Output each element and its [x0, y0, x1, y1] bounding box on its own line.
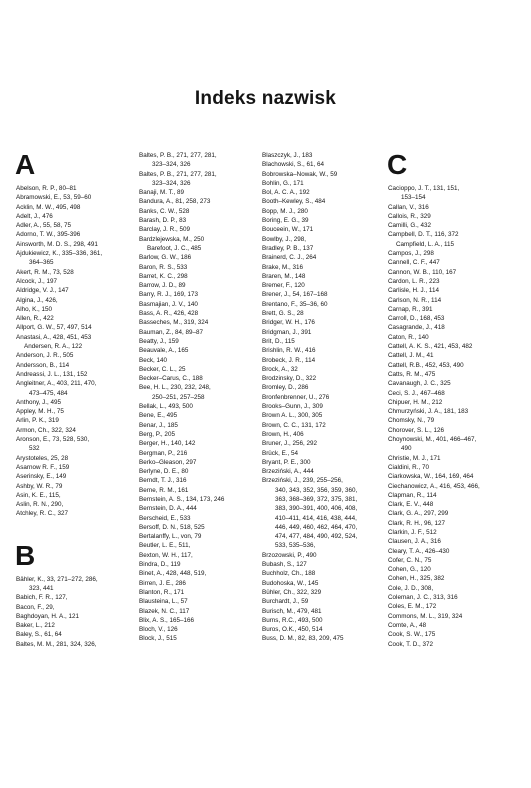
index-entry: Basseches, M., 319, 324 [139, 319, 209, 327]
index-entry-continuation: 446, 449, 460, 462, 464, 470, [275, 523, 358, 531]
index-entry: Buchholz, Ch., 188 [262, 570, 316, 578]
index-entry: Aserinsky, E., 149 [16, 473, 67, 481]
index-entry: Adler, A., 55, 58, 75 [16, 222, 71, 230]
index-entry: Bardzlejewska, M., 250 [139, 235, 205, 243]
index-entry: Berko–Gleason, 297 [139, 458, 197, 466]
index-entry: Cofer, C. N., 75 [388, 556, 432, 564]
index-entry: Abelson, R. P., 80–81 [16, 185, 77, 192]
index-entry: Ajdukiewicz, K., 335–336, 361, [16, 250, 103, 258]
index-entry: Ciechanowicz, A., 416, 453, 466, [388, 482, 480, 490]
index-entry: Bersoff, D. N., 518, 525 [139, 523, 205, 531]
index-entry: Akert, R. M., 73, 528 [16, 268, 74, 276]
index-entry: Casagrande, J., 418 [388, 324, 445, 332]
index-entry: Brobeck, J. R., 114 [262, 356, 316, 364]
index-entry: Blaszczyk, J., 183 [262, 152, 313, 159]
index-entry: Clapman, R., 114 [388, 491, 437, 499]
index-entry: Beauvale, A., 165 [139, 347, 189, 355]
index-entry-continuation: 474, 477, 484, 490, 492, 524, [275, 533, 358, 541]
index-entry: Chipuer, H. M., 212 [388, 398, 443, 406]
index-entry: Baron, R. S., 533 [139, 263, 188, 271]
index-entry: Bronfenbrenner, U., 276 [262, 393, 330, 401]
index-entry: Brener, J., 54, 167–168 [262, 291, 328, 299]
index-entry: Allen, R., 422 [16, 315, 54, 323]
index-entry: Berlyne, D. E., 80 [139, 468, 189, 476]
index-entry: Binet, A., 428, 448, 519, [139, 570, 207, 578]
index-entry: Chorover, S. L., 126 [388, 426, 445, 434]
index-entry: Baltes, P. B., 271, 277, 281, [139, 152, 217, 159]
index-entry-continuation: 363, 368–369, 372, 375, 381, [275, 495, 358, 503]
index-entry: Bopp, M. J., 280 [262, 207, 308, 215]
index-entry: Cattell, J. M., 41 [388, 352, 434, 360]
index-entry: Clark, G. A., 297, 299 [388, 510, 449, 518]
index-entry: Brzeziński, A., 444 [262, 468, 314, 476]
index-entry: Block, J., 515 [139, 635, 177, 643]
index-entry: Arystoteles, 25, 28 [16, 454, 69, 462]
index-entry: Cannon, W. B., 110, 167 [388, 268, 457, 276]
index-entry: Becker, C. L., 25 [139, 365, 186, 373]
index-entry: Brzeziński, J., 239, 255–256, [262, 477, 343, 485]
index-entry-continuation: 490 [401, 445, 412, 453]
index-entry: Adelt, J., 476 [16, 212, 53, 220]
index-entry: Benar, J., 185 [139, 421, 178, 429]
index-entry: Appley, M. H., 75 [16, 408, 64, 416]
index-entry: Bühler, Ch., 322, 329 [262, 588, 322, 596]
index-entry: Blausteina, L., 57 [139, 598, 188, 606]
index-entry: Cohen, H., 325, 382 [388, 575, 445, 583]
index-entry: Bertalanffy, L., von, 79 [139, 533, 202, 541]
index-entry: Basmajian, J. V., 140 [139, 300, 198, 308]
index-entry: Callan, V., 316 [388, 203, 429, 211]
index-entry: Clark, R. H., 96, 127 [388, 519, 446, 527]
index-entry: Adorno, T. W., 395-396 [16, 231, 81, 239]
index-column-2 [139, 151, 255, 644]
index-entry: Andreassi, J. L., 131, 152 [16, 370, 88, 378]
index-entry: Bloch, V., 126 [139, 626, 178, 634]
index-entry: Banaji, M. T., 89 [139, 189, 185, 197]
index-entry: Booth–Kewley, S., 484 [262, 198, 326, 206]
index-entry: Asarnow R. F., 159 [16, 463, 70, 471]
index-entry: Brock, A., 32 [262, 365, 298, 373]
index-entry: Cannell, C. F., 447 [388, 259, 440, 267]
index-entry: Campos, J., 298 [388, 250, 434, 258]
index-entry: Beatty, J., 159 [139, 337, 179, 345]
index-entry: Brown A. L., 300, 305 [262, 412, 323, 420]
index-entry: Burns, R.C., 493, 500 [262, 616, 323, 624]
index-entry: Campbell, D. T., 116, 372 [388, 231, 459, 239]
index-entry: Chomsky, N., 79 [388, 417, 435, 425]
index-entry: Cook, T. D., 372 [388, 640, 434, 648]
index-entry-continuation: 364–365 [29, 259, 54, 267]
index-entry: Aronson, E., 73, 528, 530, [16, 436, 90, 444]
index-entry: Burisch, M., 479, 481 [262, 607, 322, 615]
index-entry: Alcock, J., 197 [16, 277, 57, 285]
index-entry: Allport, G. W., 57, 497, 514 [16, 324, 92, 332]
index-entry: Ciarkowska, W., 164, 169, 464 [388, 473, 474, 481]
index-entry: Aslin, R. N., 290, [16, 501, 64, 509]
index-entry: Barry, R. J., 169, 173 [139, 291, 199, 299]
index-entry: Coleman, J. C., 313, 316 [388, 594, 458, 602]
index-column-3 [262, 151, 378, 644]
index-entry: Cattell, R.B., 452, 453, 490 [388, 361, 464, 369]
index-entry: Cattell, A. K. S., 421, 453, 482 [388, 343, 473, 351]
index-entry: Bandura, A., 81, 258, 273 [139, 198, 211, 206]
index-entry: Arlin, P. K., 319 [16, 417, 59, 425]
index-entry: Armon, Ch., 322, 324 [16, 426, 76, 434]
index-entry: Catts, R. M., 475 [388, 370, 436, 378]
index-entry: Aldridge, V. J., 147 [16, 287, 69, 295]
index-entry: Brit, D., 115 [262, 337, 295, 345]
index-entry: Blanton, R., 171 [139, 588, 185, 596]
index-entry: Anderson, J. R., 505 [16, 352, 74, 360]
index-entry: Choynowski, M., 401, 466–467, [388, 436, 477, 444]
index-entry: Berne, R. M., 161 [139, 486, 189, 494]
index-entry: Bass, A. R., 426, 428 [139, 310, 199, 318]
index-entry: Baghdoyan, H. A., 121 [16, 612, 80, 620]
index-entry: Cole, J. D., 308, [388, 584, 434, 592]
index-entry: Brishlin, R. W., 416 [262, 347, 316, 355]
index-entry: Ashby, W. R., 79 [16, 482, 63, 490]
index-entry-continuation: 323, 441 [29, 584, 54, 592]
index-entry: Blachowski, S., 61, 64 [262, 161, 324, 169]
index-entry: Cialdini, R., 70 [388, 463, 429, 471]
index-entry: Babich, F. R., 127, [16, 594, 68, 602]
index-entry: Barclay, J. R., 509 [139, 226, 190, 234]
index-entry: Bohlin, G., 171 [262, 179, 304, 187]
index-entry-continuation: 410–411, 414, 416, 438, 444, [275, 514, 357, 522]
index-entry-continuation: 340, 343, 352, 356, 359, 360, [275, 486, 358, 494]
index-entry: Barash, D. P., 83 [139, 217, 187, 225]
index-entry: Berscheid, E., 533 [139, 514, 191, 522]
index-entry: Bremer, F., 120 [262, 282, 305, 290]
index-entry: Bowlby, J., 298, [262, 235, 306, 243]
index-entry: Bobrowska–Nowak, W., 59 [262, 170, 338, 178]
index-entry: Campfield, L. A., 115 [396, 240, 454, 248]
index-entry: Bouceein, W., 171 [262, 226, 314, 234]
index-entry: Blix, A. S., 165–166 [139, 616, 194, 624]
index-entry: Barret, K. C., 298 [139, 272, 188, 280]
index-entry: Becker–Carus, C., 188 [139, 375, 203, 383]
index-entry: Acklin, M. W., 495, 498 [16, 203, 81, 211]
index-entry: Bellak, L., 493, 500 [139, 403, 193, 411]
index-entry: Clausen, J. A., 316 [388, 538, 441, 546]
index-entry: Bene, E., 495 [139, 412, 178, 420]
index-entry: Berg, P., 205 [139, 430, 175, 438]
index-column-4 [388, 150, 504, 649]
index-entry-continuation: 473–475, 484 [29, 389, 68, 397]
index-entry: Barrow, J. D., 89 [139, 282, 186, 290]
index-entry: Birren, J. E., 286 [139, 579, 186, 587]
index-entry: Bol, A. C. A., 192 [262, 189, 310, 197]
index-entry: Clarkin, J. F., 512 [388, 528, 437, 536]
index-entry: Brentano, F., 35–36, 60 [262, 300, 328, 308]
index-entry: Baley, S., 61, 64 [16, 631, 62, 639]
index-entry: Abramowski, E., 53, 59–60 [16, 194, 92, 202]
index-entry: Brett, G. S., 28 [262, 310, 304, 318]
index-entry: Bindra, D., 119 [139, 561, 181, 569]
index-entry-continuation: 532 [29, 445, 40, 453]
index-entry: Brainerd, C. J., 264 [262, 254, 317, 262]
index-entry: Brück, E., 54 [262, 449, 299, 457]
index-entry: Bergman, P., 216 [139, 449, 188, 457]
index-entry: Caton, R., 140 [388, 333, 429, 341]
index-entry: Bexton, W. H., 117, [139, 551, 193, 559]
index-entry: Barlow, G. W., 186 [139, 254, 192, 262]
index-entry: Barefoot, J. C., 485 [147, 244, 202, 252]
index-entry: Buss, D. M., 82, 83, 209, 475 [262, 635, 344, 643]
index-entry: Andersen, R. A., 122 [24, 343, 83, 351]
index-entry: Brodzinsky, D., 322 [262, 375, 317, 383]
index-entry: Cardon, L. R., 223 [388, 277, 440, 285]
index-entry: Brooks–Gunn, J., 309 [262, 403, 323, 411]
index-entry: Christie, M. J., 171 [388, 454, 441, 462]
index-entry: Carlson, N. R., 114 [388, 296, 442, 304]
index-entry: Bacon, F., 29, [16, 603, 55, 611]
index-entry: Bubash, S., 127 [262, 561, 307, 569]
index-entry: Buros, O.K., 450, 514 [262, 626, 323, 634]
index-entry: Baltes, M. M., 281, 324, 326, [16, 640, 97, 648]
index-entry: Cacioppo, J. T., 131, 151, [388, 185, 460, 192]
index-entry: Carnap, R., 391 [388, 305, 433, 313]
page-title: Indeks nazwisk [194, 88, 337, 109]
index-entry: Cook, S. W., 175 [388, 631, 436, 639]
index-entry: Boring, E. G., 39 [262, 217, 309, 225]
index-entry: Ainsworth, M. D. S., 298, 491 [16, 240, 98, 248]
index-entry: Alho, K., 150 [16, 305, 53, 313]
index-entry: Commons, M. L., 319, 324 [388, 612, 463, 620]
index-entry-continuation: 383, 390–391, 400, 406, 408, [275, 505, 358, 513]
index-entry: Bee, H. L., 230, 232, 248, [139, 384, 211, 392]
index-entry: Angleitner, A., 403, 211, 470, [16, 380, 97, 388]
index-entry: Brzozowski, P., 490 [262, 551, 317, 559]
index-entry: Bryant, P. E., 300 [262, 458, 311, 466]
index-entry-continuation: 533, 535–536, [275, 542, 316, 550]
index-entry: Berger, H., 140, 142 [139, 440, 196, 448]
index-entry: Anastasi, A., 428, 451, 453 [16, 333, 92, 341]
index-entry: Comte, A., 48 [388, 621, 427, 629]
index-entry: Baltes, P. B., 271, 277, 281, [139, 170, 217, 178]
index-entry: Braren, M., 148 [262, 272, 306, 280]
index-entry: Banks, C. W., 528 [139, 207, 190, 215]
index-entry: Brake, M., 316 [262, 263, 303, 271]
index-entry: Beutler, L. E., 511, [139, 542, 191, 550]
index-entry: Bridgman, J., 391 [262, 328, 312, 336]
index-entry: Bruner, J., 256, 292 [262, 440, 317, 448]
index-entry: Carlisle, H. J., 114 [388, 287, 439, 295]
index-entry: Clark, E. V., 448 [388, 501, 434, 509]
index-entry: Atchley, R. C., 327 [16, 510, 69, 518]
index-entry-continuation: 153–154 [401, 194, 426, 202]
index-entry: Callois, R., 329 [388, 212, 431, 220]
index-entry: Carroll, D., 168, 453 [388, 315, 445, 323]
index-entry: Baker, L., 212 [16, 622, 55, 630]
index-entry: Algina, J., 426, [16, 296, 58, 304]
index-entry: Brown, H., 406 [262, 430, 304, 438]
section-letter: A [15, 149, 36, 180]
index-entry: Blazek, N. C., 117 [139, 607, 190, 615]
index-entry: Bernstein, D. A., 444 [139, 505, 197, 513]
index-entry: Beck, 140 [139, 356, 168, 364]
index-column-1 [16, 150, 132, 649]
index-entry: Coles, E. M., 172 [388, 603, 437, 611]
index-entry: Cleary, T. A., 426–430 [388, 547, 450, 555]
index-entry: Chmurzyński, J. A., 181, 183 [388, 408, 469, 416]
index-entry: Cavanaugh, J. C., 325 [388, 380, 451, 388]
index-entry: Burchardt, J., 59 [262, 598, 309, 606]
index-entry: Bromley, D., 286 [262, 384, 309, 392]
section-letter: B [15, 539, 36, 571]
index-entry-continuation: 250–251, 257–258 [152, 393, 205, 401]
index-entry: Bridger, W. H., 176 [262, 319, 315, 327]
index-entry: Anthony, J., 495 [16, 398, 62, 406]
index-entry: Budohoska, W., 145 [262, 579, 319, 587]
index-entry: Brown, C. C., 131, 172 [262, 421, 326, 429]
index-entry: Bähler, K., 33, 271–272, 286, [16, 575, 98, 583]
index-entry: Andersson, B., 114 [16, 361, 70, 369]
index-entry: Bauman, Z., 84, 89–87 [139, 328, 204, 336]
index-entry: Camilli, G., 432 [388, 222, 432, 230]
index-entry: Bernstein, A. S., 134, 173, 246 [139, 495, 225, 503]
index-entry-continuation: 323–324, 326 [152, 161, 191, 169]
index-entry: Cohen, G., 120 [388, 566, 431, 574]
section-letter: C [387, 149, 408, 180]
index-entry-continuation: 323–324, 326 [152, 179, 191, 187]
index-entry: Berndt, T. J., 316 [139, 477, 187, 485]
index-entry: Bradley, P. B., 137 [262, 244, 314, 252]
index-entry: Ceci, S. J., 467–468 [388, 389, 445, 397]
index-entry: Asin, K. E., 115, [16, 491, 61, 499]
